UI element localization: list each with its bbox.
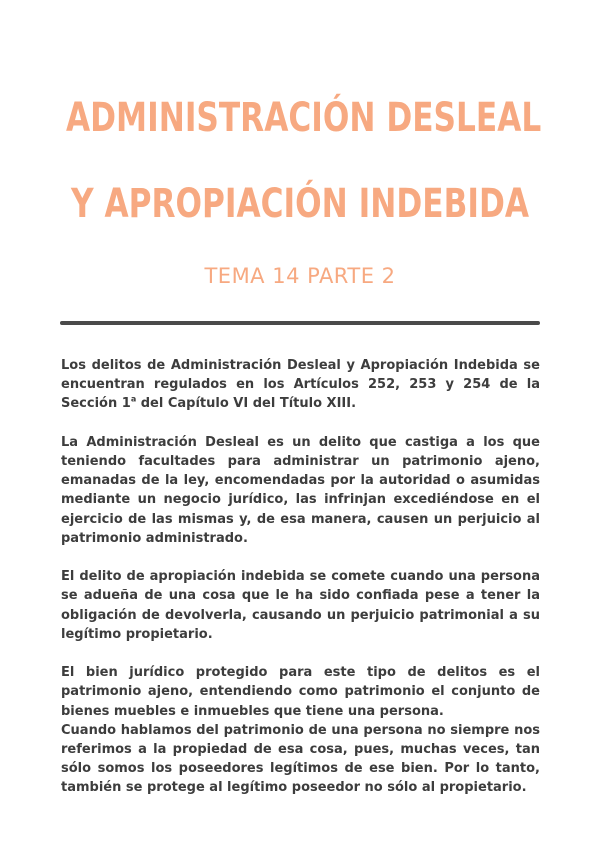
paragraph-legal-basis-text-end: del Capítulo VI del Título XIII. (136, 396, 357, 412)
title-divider (60, 321, 540, 325)
paragraph-administracion-desleal: La Administración Desleal es un delito que castiga a los que teniendo facultades para administrar un patrimonio ajeno, emanadas de la ley, encomendadas por la autoridad o asumidas mediante un negocio jurídico, las infrinjan excediéndose en el ejercicio de las mismas y, de esa manera, causen un perjuicio al patrimonio administrado. (61, 434, 540, 546)
paragraph-legal-basis-text: Los delitos de Administración Desleal y Apropiación Indebida se encuentran regulados en los Artículos 252, 253 y 254 de la Sección 1 (61, 358, 540, 412)
paragraph-apropiacion-indebida: El delito de apropiación indebida se comete cuando una persona se adueña de una cosa que le ha sido confiada pese a tener la obligación de devolverla, causando un perjuicio patrimonial a su legítimo propietario. (61, 569, 540, 642)
document-title-line-2: Y APROPIACIÓN INDEBIDA (70, 181, 530, 227)
paragraph-patrimonio-poseedor: Cuando hablamos del patrimonio de una persona no siempre nos referimos a la propiedad de esa cosa, pues, muchas veces, tan sólo somos los poseedores legítimos de ese bien. Por lo tanto, también se protege al legítimo poseedor no sólo al propietario. (61, 722, 540, 796)
superscript-ordinal: a (130, 395, 137, 405)
document-title-line-1: ADMINISTRACIÓN DESLEAL (66, 95, 542, 141)
paragraph-bien-juridico: El bien jurídico protegido para este tipo de delitos es el patrimonio ajeno, entendiendo como patrimonio el conjunto de bienes muebles e inmuebles que tiene una persona. (61, 665, 540, 719)
paragraph-legal-basis (61, 356, 540, 414)
document-subtitle: TEMA 14 PARTE 2 (204, 264, 396, 288)
document-body (61, 356, 540, 798)
